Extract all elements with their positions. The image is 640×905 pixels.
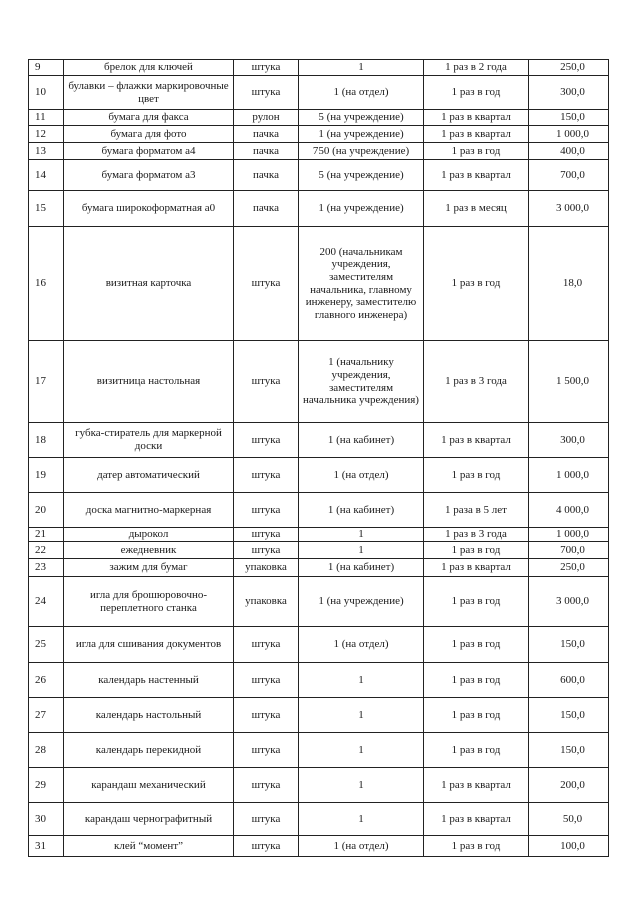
item-name-cell: брелок для ключей	[64, 60, 234, 76]
quantity-cell: 1 (на кабинет)	[299, 493, 424, 528]
price-cell: 150,0	[529, 733, 609, 768]
item-number-cell: 16	[29, 227, 64, 341]
item-name-cell: карандаш механический	[64, 768, 234, 803]
price-cell: 400,0	[529, 143, 609, 160]
unit-cell: штука	[234, 803, 299, 836]
price-cell: 200,0	[529, 768, 609, 803]
frequency-cell: 1 раз в квартал	[424, 423, 529, 458]
quantity-cell: 1 (начальнику учреждения, заместителям начальника учреждения)	[299, 341, 424, 423]
price-cell: 1 000,0	[529, 528, 609, 542]
unit-cell: штука	[234, 768, 299, 803]
table-row	[29, 733, 609, 768]
frequency-cell: 1 раз в квартал	[424, 126, 529, 143]
item-number-cell: 10	[29, 76, 64, 110]
price-cell: 150,0	[529, 698, 609, 733]
frequency-cell: 1 раз в год	[424, 542, 529, 559]
item-number-cell: 20	[29, 493, 64, 528]
frequency-cell: 1 раз в квартал	[424, 768, 529, 803]
quantity-cell: 200 (начальникам учреждения, заместителям начальника, главному инженеру, заместителю главного инженера)	[299, 227, 424, 341]
frequency-cell: 1 раз в год	[424, 836, 529, 857]
item-number-cell: 29	[29, 768, 64, 803]
quantity-cell: 5 (на учреждение)	[299, 160, 424, 191]
item-number-cell: 18	[29, 423, 64, 458]
item-name-cell: календарь настенный	[64, 663, 234, 698]
item-number-cell: 30	[29, 803, 64, 836]
item-number-cell: 15	[29, 191, 64, 227]
item-number-cell: 11	[29, 110, 64, 126]
quantity-cell: 1 (на отдел)	[299, 458, 424, 493]
frequency-cell: 1 раз в 3 года	[424, 341, 529, 423]
unit-cell: пачка	[234, 191, 299, 227]
quantity-cell: 1 (на отдел)	[299, 76, 424, 110]
quantity-cell: 1	[299, 663, 424, 698]
unit-cell: штука	[234, 423, 299, 458]
quantity-cell: 1 (на кабинет)	[299, 423, 424, 458]
item-name-cell: булавки – флажки маркировочные цвет	[64, 76, 234, 110]
table-row	[29, 191, 609, 227]
table-row	[29, 698, 609, 733]
item-name-cell: бумага форматом а4	[64, 143, 234, 160]
table-row	[29, 227, 609, 341]
frequency-cell: 1 раз в год	[424, 627, 529, 663]
table-row	[29, 76, 609, 110]
table-row	[29, 803, 609, 836]
quantity-cell: 1 (на отдел)	[299, 836, 424, 857]
quantity-cell: 1	[299, 698, 424, 733]
price-cell: 600,0	[529, 663, 609, 698]
unit-cell: упаковка	[234, 577, 299, 627]
frequency-cell: 1 раз в месяц	[424, 191, 529, 227]
item-number-cell: 27	[29, 698, 64, 733]
item-name-cell: ежедневник	[64, 542, 234, 559]
unit-cell: штука	[234, 341, 299, 423]
quantity-cell: 5 (на учреждение)	[299, 110, 424, 126]
price-cell: 4 000,0	[529, 493, 609, 528]
frequency-cell: 1 раза в 5 лет	[424, 493, 529, 528]
price-cell: 3 000,0	[529, 191, 609, 227]
quantity-cell: 1	[299, 542, 424, 559]
frequency-cell: 1 раз в год	[424, 698, 529, 733]
supplies-table	[28, 59, 609, 857]
item-name-cell: клей “момент”	[64, 836, 234, 857]
table-row	[29, 663, 609, 698]
item-number-cell: 9	[29, 60, 64, 76]
quantity-cell: 1 (на кабинет)	[299, 559, 424, 577]
table-row	[29, 458, 609, 493]
item-number-cell: 13	[29, 143, 64, 160]
quantity-cell: 1	[299, 768, 424, 803]
item-name-cell: визитная карточка	[64, 227, 234, 341]
price-cell: 50,0	[529, 803, 609, 836]
table-row	[29, 559, 609, 577]
table-row	[29, 627, 609, 663]
quantity-cell: 1	[299, 60, 424, 76]
table-row	[29, 160, 609, 191]
table-row	[29, 60, 609, 76]
price-cell: 18,0	[529, 227, 609, 341]
item-number-cell: 12	[29, 126, 64, 143]
frequency-cell: 1 раз в 2 года	[424, 60, 529, 76]
item-name-cell: бумага широкоформатная а0	[64, 191, 234, 227]
quantity-cell: 1	[299, 733, 424, 768]
table-row	[29, 126, 609, 143]
frequency-cell: 1 раз в год	[424, 143, 529, 160]
frequency-cell: 1 раз в год	[424, 227, 529, 341]
quantity-cell: 1 (на учреждение)	[299, 577, 424, 627]
unit-cell: рулон	[234, 110, 299, 126]
table-row	[29, 341, 609, 423]
unit-cell: штука	[234, 528, 299, 542]
unit-cell: штука	[234, 698, 299, 733]
price-cell: 1 000,0	[529, 458, 609, 493]
item-number-cell: 17	[29, 341, 64, 423]
unit-cell: пачка	[234, 160, 299, 191]
unit-cell: пачка	[234, 143, 299, 160]
item-name-cell: бумага для факса	[64, 110, 234, 126]
item-number-cell: 25	[29, 627, 64, 663]
table-row	[29, 528, 609, 542]
frequency-cell: 1 раз в год	[424, 577, 529, 627]
frequency-cell: 1 раз в квартал	[424, 160, 529, 191]
price-cell: 1 500,0	[529, 341, 609, 423]
table-row	[29, 768, 609, 803]
item-number-cell: 21	[29, 528, 64, 542]
supplies-table-body	[29, 60, 609, 857]
price-cell: 250,0	[529, 559, 609, 577]
item-name-cell: доска магнитно-маркерная	[64, 493, 234, 528]
item-name-cell: губка-стиратель для маркерной доски	[64, 423, 234, 458]
quantity-cell: 750 (на учреждение)	[299, 143, 424, 160]
price-cell: 150,0	[529, 110, 609, 126]
unit-cell: штука	[234, 458, 299, 493]
unit-cell: штука	[234, 60, 299, 76]
item-name-cell: карандаш чернографитный	[64, 803, 234, 836]
unit-cell: штука	[234, 627, 299, 663]
price-cell: 700,0	[529, 160, 609, 191]
quantity-cell: 1 (на отдел)	[299, 627, 424, 663]
quantity-cell: 1	[299, 803, 424, 836]
frequency-cell: 1 раз в квартал	[424, 110, 529, 126]
item-number-cell: 23	[29, 559, 64, 577]
item-name-cell: зажим для бумаг	[64, 559, 234, 577]
item-name-cell: датер автоматический	[64, 458, 234, 493]
price-cell: 3 000,0	[529, 577, 609, 627]
item-name-cell: календарь перекидной	[64, 733, 234, 768]
unit-cell: штука	[234, 227, 299, 341]
item-number-cell: 14	[29, 160, 64, 191]
price-cell: 100,0	[529, 836, 609, 857]
item-name-cell: дырокол	[64, 528, 234, 542]
quantity-cell: 1	[299, 528, 424, 542]
frequency-cell: 1 раз в квартал	[424, 559, 529, 577]
item-name-cell: календарь настольный	[64, 698, 234, 733]
table-row	[29, 493, 609, 528]
frequency-cell: 1 раз в год	[424, 663, 529, 698]
price-cell: 300,0	[529, 76, 609, 110]
frequency-cell: 1 раз в год	[424, 733, 529, 768]
unit-cell: штука	[234, 493, 299, 528]
table-row	[29, 836, 609, 857]
item-name-cell: игла для сшивания документов	[64, 627, 234, 663]
item-number-cell: 19	[29, 458, 64, 493]
item-number-cell: 24	[29, 577, 64, 627]
item-name-cell: визитница настольная	[64, 341, 234, 423]
item-name-cell: игла для брошюровочно-переплетного станка	[64, 577, 234, 627]
table-row	[29, 577, 609, 627]
table-row	[29, 110, 609, 126]
item-name-cell: бумага для фото	[64, 126, 234, 143]
unit-cell: пачка	[234, 126, 299, 143]
unit-cell: штука	[234, 733, 299, 768]
price-cell: 150,0	[529, 627, 609, 663]
unit-cell: штука	[234, 76, 299, 110]
price-cell: 250,0	[529, 60, 609, 76]
table-row	[29, 423, 609, 458]
price-cell: 300,0	[529, 423, 609, 458]
quantity-cell: 1 (на учреждение)	[299, 191, 424, 227]
price-cell: 700,0	[529, 542, 609, 559]
quantity-cell: 1 (на учреждение)	[299, 126, 424, 143]
frequency-cell: 1 раз в 3 года	[424, 528, 529, 542]
unit-cell: штука	[234, 542, 299, 559]
item-number-cell: 22	[29, 542, 64, 559]
unit-cell: штука	[234, 836, 299, 857]
frequency-cell: 1 раз в год	[424, 76, 529, 110]
unit-cell: упаковка	[234, 559, 299, 577]
frequency-cell: 1 раз в год	[424, 458, 529, 493]
frequency-cell: 1 раз в квартал	[424, 803, 529, 836]
item-number-cell: 26	[29, 663, 64, 698]
item-number-cell: 31	[29, 836, 64, 857]
item-number-cell: 28	[29, 733, 64, 768]
unit-cell: штука	[234, 663, 299, 698]
price-cell: 1 000,0	[529, 126, 609, 143]
table-row	[29, 143, 609, 160]
table-row	[29, 542, 609, 559]
item-name-cell: бумага форматом а3	[64, 160, 234, 191]
